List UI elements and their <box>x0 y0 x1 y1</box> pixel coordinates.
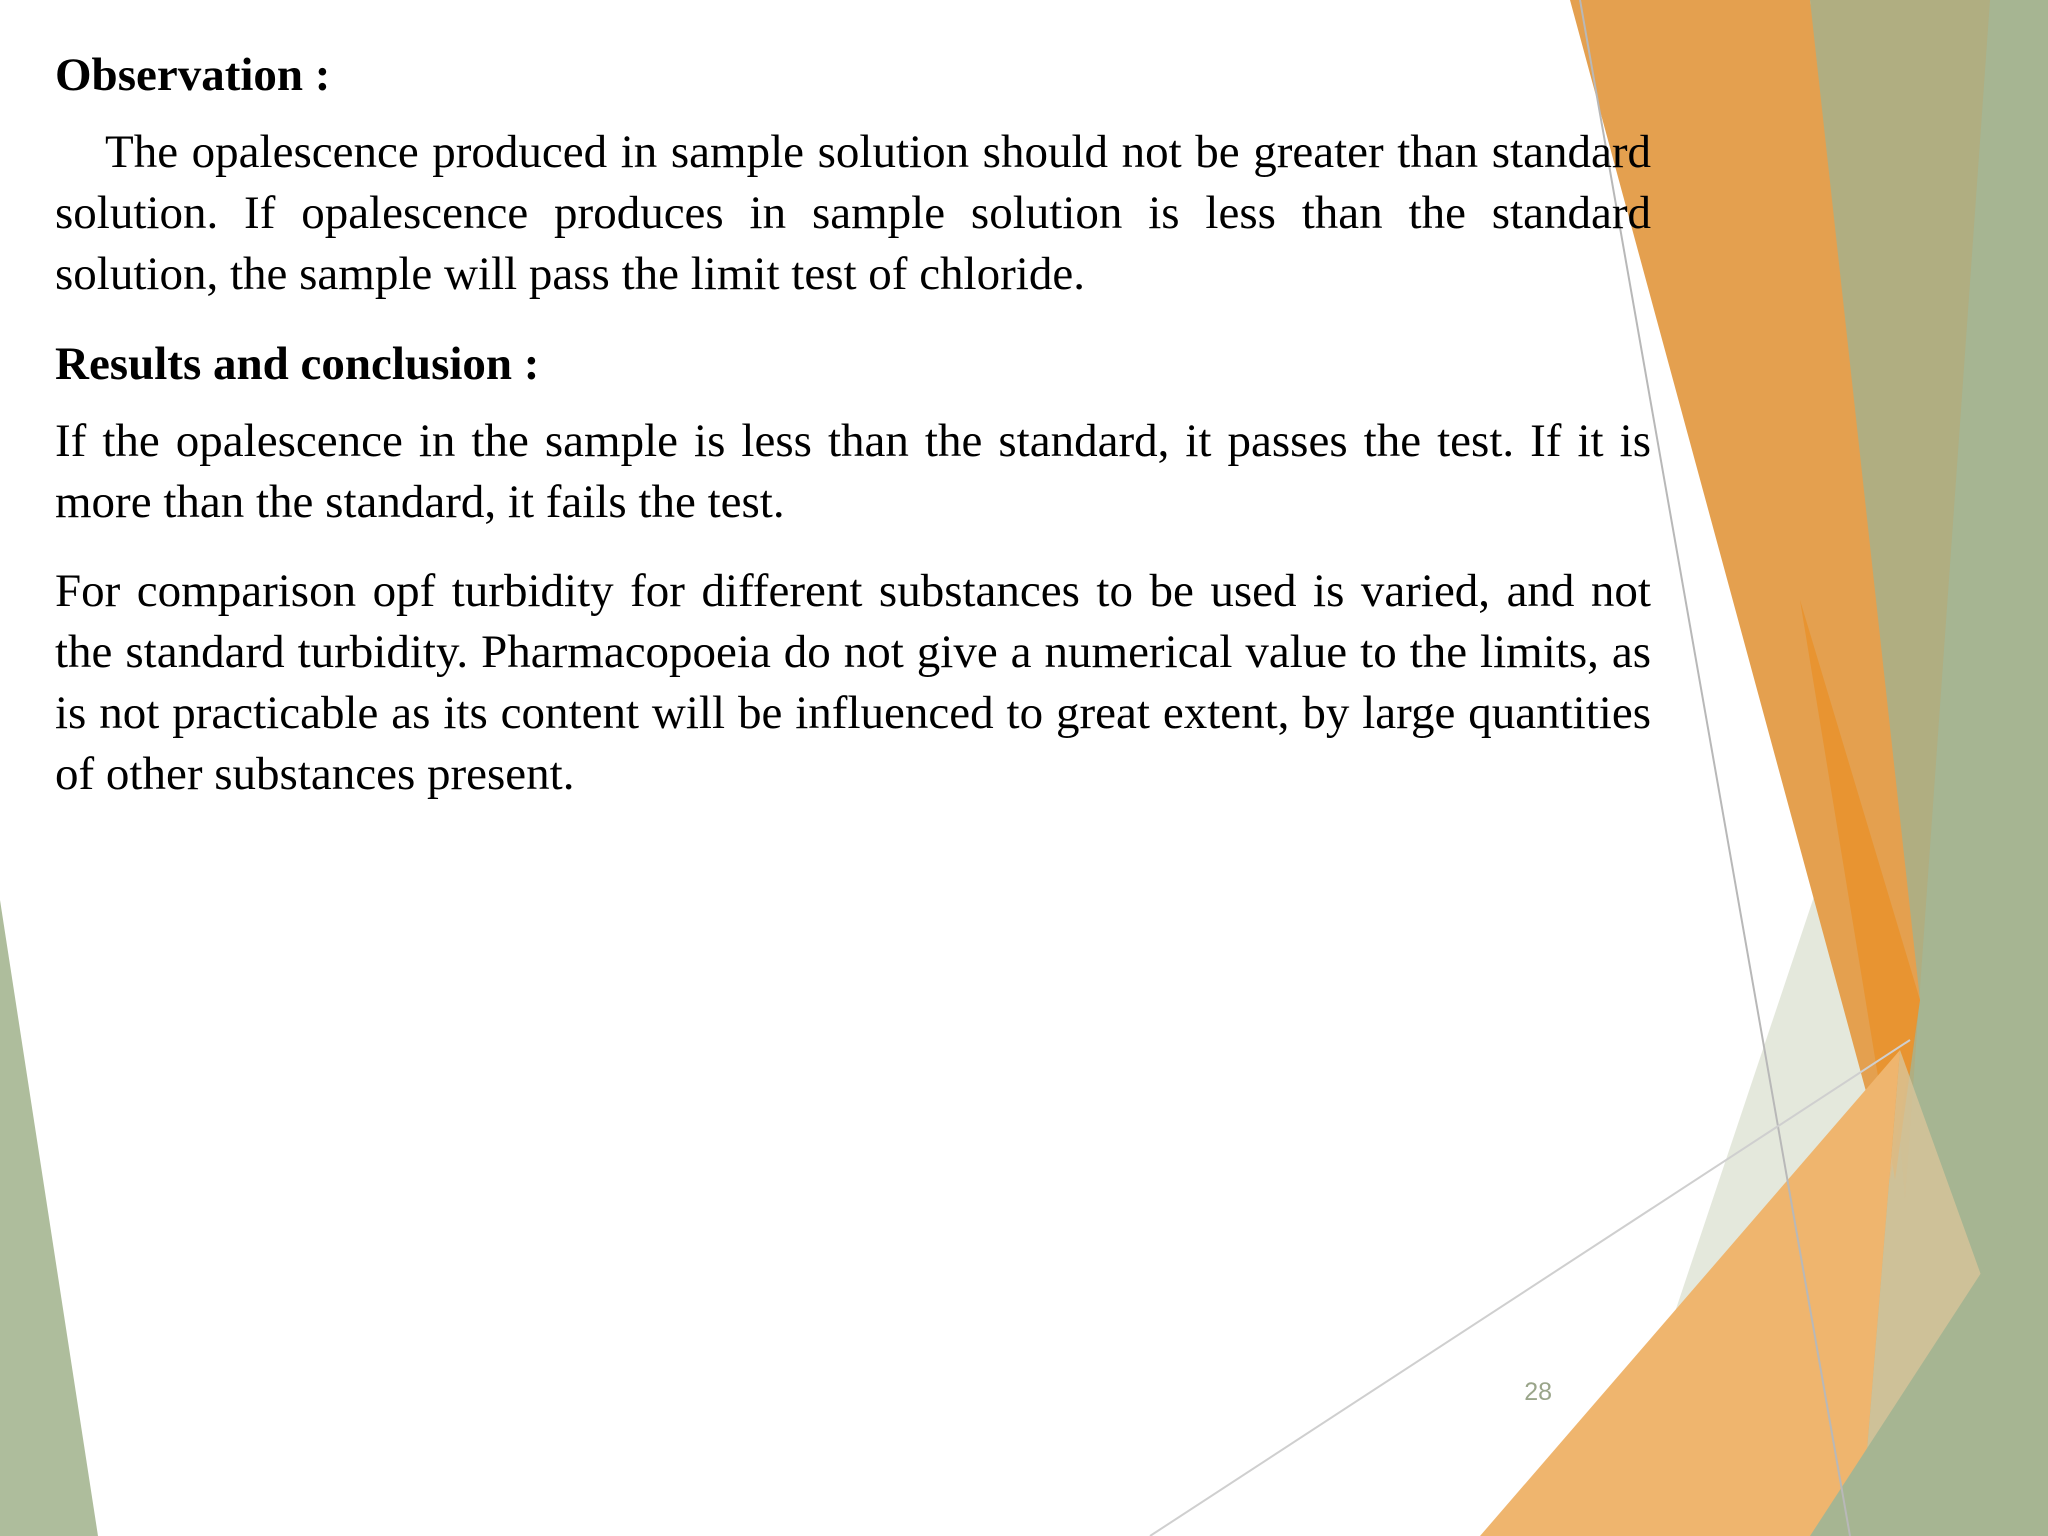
page-number: 28 <box>1524 1378 1552 1406</box>
results-paragraph: If the opalescence in the sample is less than the standard, it passes the test. If it is more than the standard, it fails the test. <box>55 415 1651 528</box>
left-green-shape <box>0 900 98 1536</box>
observation-paragraph: The opalescence produced in sample solution should not be greater than standard solution. If opalescence produces in sample solution is less than the standard solution, the sample will pass the limit test of chloride. <box>55 126 1651 300</box>
slide-content <box>55 44 1651 833</box>
section-results <box>55 333 1651 805</box>
section-heading: Observation : <box>55 49 331 101</box>
section-observation <box>55 44 1651 305</box>
section-heading: Results and conclusion : <box>55 338 540 390</box>
comparison-paragraph: For comparison opf turbidity for different substances to be used is varied, and not the standard turbidity. Pharmacopoeia do not give a numerical value to the limits, as is not practicable as its content will be influenced to great extent, by large quantities of other substances present. <box>55 565 1651 800</box>
